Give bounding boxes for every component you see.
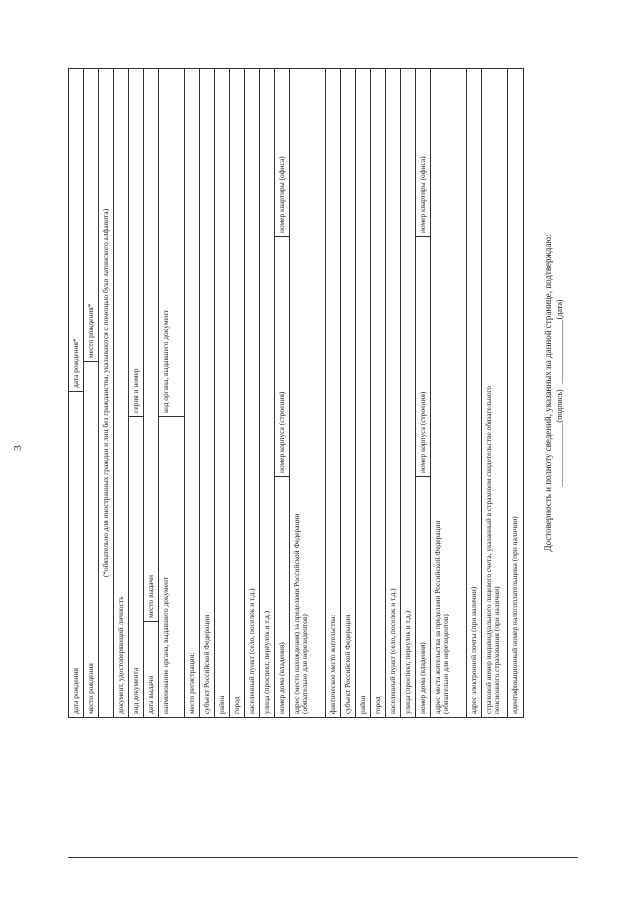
house-label: номер дома (владения) <box>277 642 286 714</box>
confirmation-footer <box>542 68 566 718</box>
street-label: улица (проспект, переулок и т.д.) <box>262 610 271 714</box>
city-label-2: город <box>373 696 382 714</box>
row-house <box>275 69 290 717</box>
row-street-2 <box>401 69 416 717</box>
row-pob <box>84 69 99 717</box>
row-reg <box>185 69 200 717</box>
row-email <box>467 69 482 717</box>
binding-margin <box>68 857 578 878</box>
issue-place-label: место выдачи <box>144 69 158 622</box>
authority-label: наименование органа, выдавшего документ <box>161 576 170 714</box>
row-city <box>230 69 245 717</box>
address-abroad-label: адрес (место нахождения) за пределами Российской Федерации (обязательно для нерезидентов) <box>292 513 309 714</box>
flat-label-2: номер квартиры (офиса) <box>416 69 430 237</box>
street-label-2: улица (проспект, переулок и т.д.) <box>403 610 412 714</box>
personal-data-form <box>68 68 524 718</box>
row-street <box>260 69 275 717</box>
pob-latin-label: место рождения* <box>84 69 98 362</box>
row-inn <box>508 69 523 717</box>
row-settlement-2 <box>386 69 401 717</box>
row-authority <box>159 69 185 717</box>
district-label: район <box>217 695 226 714</box>
row-note <box>99 69 114 717</box>
residence-abroad-label: адрес места жительства за пределами Российской Федерации (обязательно для нерезидентов) <box>433 520 450 714</box>
signature-line: ________________(подпись) ________________(дата) <box>555 299 564 487</box>
row-dob <box>69 69 84 717</box>
authority-code-label: код органа, выдавшего документ <box>159 69 184 417</box>
signature-caption: (подпись) <box>555 389 564 423</box>
row-address-abroad <box>290 69 326 717</box>
issue-date-label: дата выдачи <box>146 675 155 714</box>
dob-label: дата рождения <box>71 668 80 714</box>
page-number: 3 <box>12 445 24 451</box>
row-district-2 <box>356 69 371 717</box>
settlement-label: населенный пункт (село, поселок и т.д.) <box>247 588 256 714</box>
row-doc-type <box>129 69 144 717</box>
house-label-2: номер дома (владения) <box>418 642 427 714</box>
district-label-2: район <box>358 695 367 714</box>
date-caption: (дата) <box>555 299 564 320</box>
subject-label: субъект Российской Федерации <box>202 614 211 714</box>
actual-residence-label: фактическое место жительства: <box>328 614 337 714</box>
row-city-2 <box>371 69 386 717</box>
flat-label: номер квартиры (офиса) <box>275 69 289 237</box>
inn-label: идентификационный номер налогоплательщика (при наличии) <box>510 516 519 714</box>
row-house-2 <box>416 69 431 717</box>
row-subject-2 <box>341 69 356 717</box>
row-issue <box>144 69 159 717</box>
subject-label-2: субъект Российской Федерации <box>343 614 352 714</box>
row-residence-abroad <box>431 69 467 717</box>
doc-type-label: вид документа <box>131 667 140 714</box>
row-district <box>215 69 230 717</box>
pob-label: место рождения <box>86 663 95 714</box>
foreign-citizens-note: (*обязательно для иностранных граждан и лиц без гражданства, указываются с помощью букв латинского алфавита) <box>101 208 110 578</box>
row-actual <box>326 69 341 717</box>
registration-label: место регистрации: <box>187 652 196 714</box>
confirmation-text: Достоверность и полноту сведений, указанных на данной странице, подтверждаю: <box>543 234 553 552</box>
rotated-form-page <box>12 18 592 878</box>
snils-label: страховой номер индивидуального лицевого счета, указанный в страховом свидетельстве обязательного пенсионного страхования (при наличии) <box>484 385 501 714</box>
city-label: город <box>232 696 241 714</box>
settlement-label-2: населенный пункт (село, поселок и т.д.) <box>388 588 397 714</box>
id-document-label: документ, удостоверяющий личность <box>116 596 125 714</box>
email-label: адрес электронной почты (при наличии) <box>469 586 478 714</box>
building-label: номер корпуса (строения) <box>275 237 289 477</box>
row-id-doc <box>114 69 129 717</box>
row-subject <box>200 69 215 717</box>
building-label-2: номер корпуса (строения) <box>416 237 430 477</box>
dob-latin-label: дата рождения* <box>69 69 83 392</box>
row-settlement <box>245 69 260 717</box>
row-snils <box>482 69 508 717</box>
series-number-label: серия и номер <box>129 69 143 417</box>
